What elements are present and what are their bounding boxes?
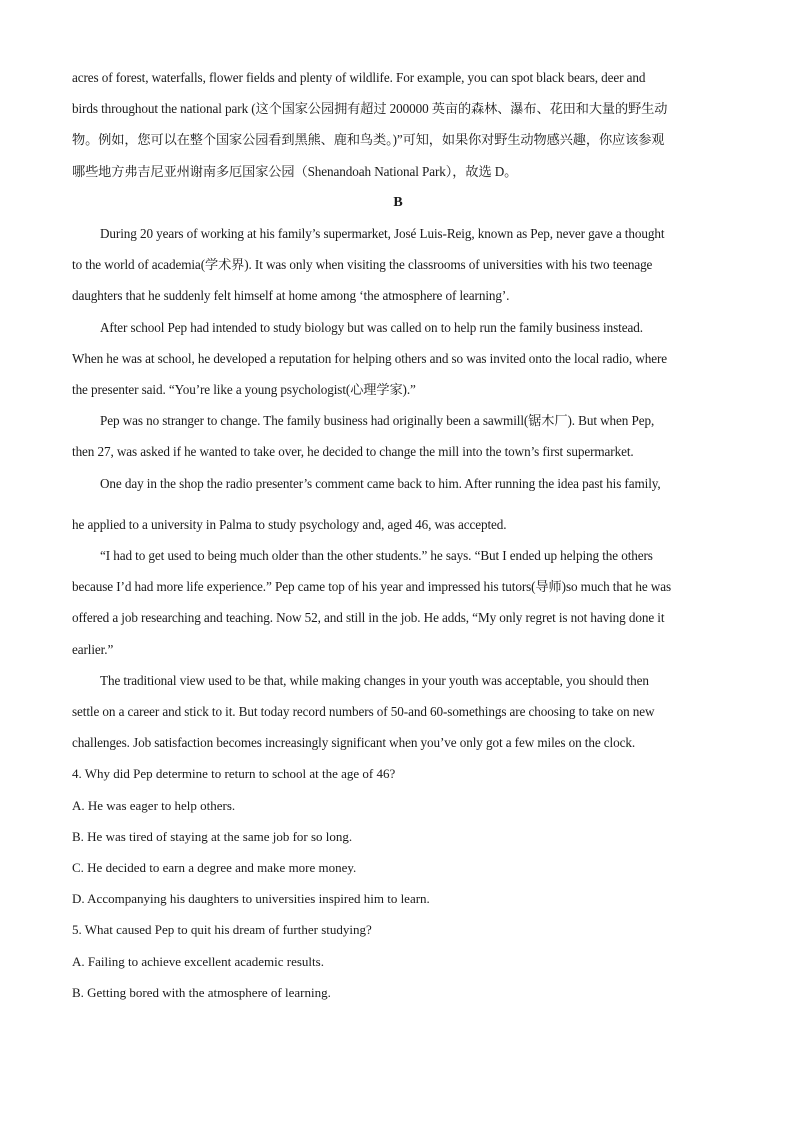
passage-paragraph-2 [72,312,724,406]
option-a: A. He was eager to help others. [72,797,236,813]
text-line: One day in the shop the radio presenter’s comment came back to him. After running the idea past his family, [100,475,661,491]
text-line: earlier.” [72,641,114,657]
text-line: then 27, was asked if he wanted to take over, he decided to change the mill into the town’s first supermarket. [72,444,634,460]
option-b: B. Getting bored with the atmosphere of learning. [72,984,331,1000]
question-stem: 4. Why did Pep determine to return to school at the age of 46? [72,766,396,782]
option-a: A. Failing to achieve excellent academic results. [72,953,324,969]
text-line: daughters that he suddenly felt himself at home among ‘the atmosphere of learning’. [72,288,510,304]
text-line: birds throughout the national park (这个国家公园拥有超过 200000 英亩的森林、瀑布、花田和大量的野生动 [72,101,668,117]
text-line: “I had to get used to being much older than the other students.” he says. “But I ended up helping the others [100,548,653,564]
passage-paragraph-4 [72,468,724,540]
question-4 [72,758,724,914]
passage-paragraph-6 [72,665,724,759]
text-line: settle on a career and stick to it. But today record numbers of 50-and 60-somethings are choosing to take on new [72,704,655,720]
line-gap [72,499,724,509]
text-line: offered a job researching and teaching. Now 52, and still in the job. He adds, “My only regret is not having done it [72,610,665,626]
text-line: The traditional view used to be that, while making changes in your youth was acceptable, you should then [100,672,649,688]
intro-paragraph [72,62,724,187]
question-stem: 5. What caused Pep to quit his dream of further studying? [72,922,372,938]
section-heading: B [393,194,403,210]
passage-paragraph-5 [72,540,724,665]
passage-paragraph-3 [72,405,724,467]
text-line: 哪些地方弗吉尼亚州谢南多厄国家公园（Shenandoah National Park），故选 D。 [72,163,518,179]
text-line: 物。例如，您可以在整个国家公园看到黑熊、鹿和鸟类。)”可知，如果你对野生动物感兴趣，你应该参观 [72,132,665,148]
text-line: because I’d had more life experience.” Pep came top of his year and impressed his tutors(导师)so much that he was [72,579,671,595]
document-page [72,62,724,1008]
option-b: B. He was tired of staying at the same job for so long. [72,828,353,844]
option-d: D. Accompanying his daughters to universities inspired him to learn. [72,891,430,907]
option-c: C. He decided to earn a degree and make more money. [72,860,357,876]
text-line: During 20 years of working at his family’s supermarket, José Luis-Reig, known as Pep, never gave a thought [100,226,665,242]
text-line: After school Pep had intended to study biology but was called on to help run the family business instead. [100,319,643,335]
text-line: the presenter said. “You’re like a young psychologist(心理学家).” [72,382,416,398]
text-line: he applied to a university in Palma to study psychology and, aged 46, was accepted. [72,516,507,532]
passage-paragraph-1 [72,218,724,312]
text-line: acres of forest, waterfalls, flower fields and plenty of wildlife. For example, you can spot black bears, deer and [72,70,646,85]
question-5 [72,914,724,1008]
text-line: When he was at school, he developed a reputation for helping others and so was invited onto the local radio, where [72,350,668,366]
text-line: Pep was no stranger to change. The family business had originally been a sawmill(锯木厂). But when Pep, [100,413,655,429]
text-line: challenges. Job satisfaction becomes increasingly significant when you’ve only got a few miles on the clock. [72,735,636,751]
text-line: to the world of academia(学术界). It was only when visiting the classrooms of universities with his two teenage [72,257,653,273]
